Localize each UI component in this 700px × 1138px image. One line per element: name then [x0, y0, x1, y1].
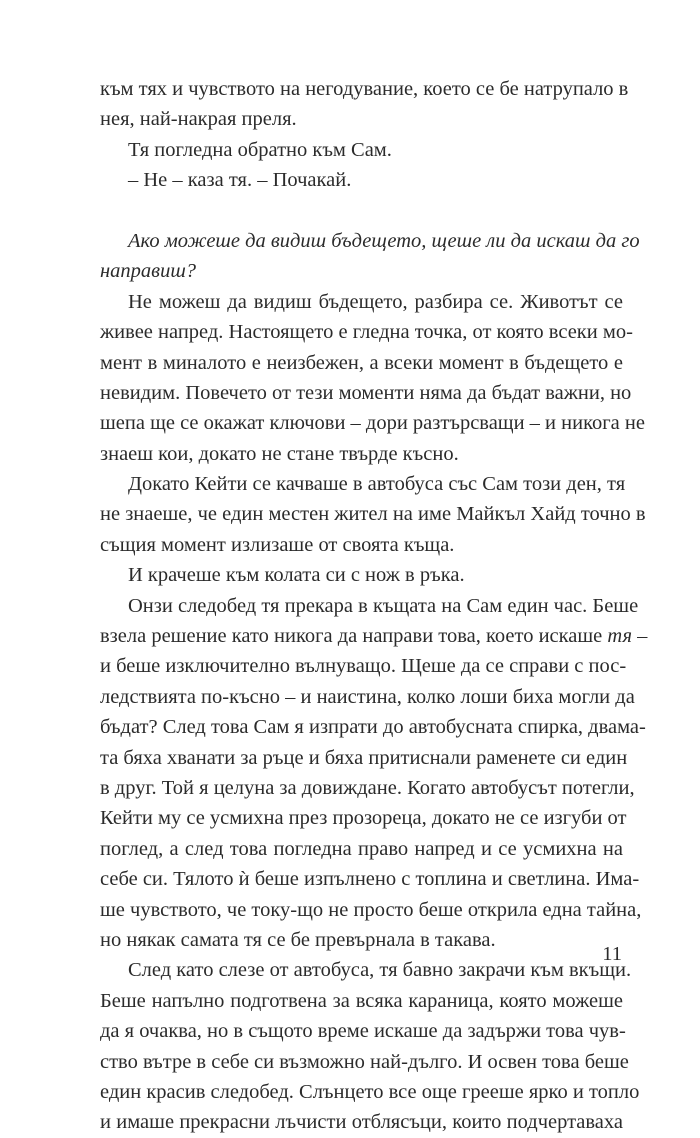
text-line: и беше изключително вълнуващо. Щеше да се справи с пос- [100, 655, 627, 678]
section-break [100, 196, 623, 226]
text-line: След като слезе от автобуса, тя бавно закрачи към вкъщи. [128, 959, 632, 982]
text-segment: взела решение като никога да направи това, което искаше [100, 625, 608, 648]
text-line: и имаше прекрасни лъчисти отблясъци, които подчертаваха [100, 1111, 623, 1134]
text-line: към тях и чувството на негодувание, което се бе натрупало в [100, 78, 629, 100]
text-line: себе си. Тялото ѝ беше изпълнено с топлина и светлина. Има- [100, 868, 640, 891]
text-line: мент в миналото е неизбежен, а всеки момент в бъдещето е [100, 351, 623, 374]
book-page-text [100, 74, 648, 1138]
dialogue-line: – Не – каза тя. – Почакай. [128, 169, 352, 192]
text-line: шепа ще се окажат ключови – дори разтърсващи – и никога не [100, 412, 645, 435]
italic-question-line: Ако можеше да видиш бъдещето, щеше ли да искаш да го [128, 229, 640, 252]
text-line: ледствията по-късно – и наистина, колко лоши биха могли да [100, 685, 635, 708]
text-line: Беше напълно подготвена за всяка караница, която можеше [100, 989, 623, 1012]
text-line: да я очаква, но в същото време искаше да задържи това чув- [100, 1020, 626, 1043]
text-line: Не можеш да видиш бъдещето, разбира се. Животът се [128, 290, 623, 313]
text-line: ство вътре в себе си възможно най-дълго. И освен това беше [100, 1050, 629, 1073]
text-line: в друг. Той я целуна за довиждане. Когато автобусът потегли, [100, 776, 635, 799]
text-line: не знаеше, че един местен жител на име Майкъл Хайд точно в [100, 503, 646, 526]
text-line: Онзи следобед тя прекара в къщата на Сам един час. Беше [128, 594, 639, 617]
page-number: 11 [602, 943, 622, 965]
text-line: та бяха хванати за ръце и бяха притиснали раменете си един [100, 746, 628, 769]
text-line: но някак самата тя се бе превърнала в такава. [100, 928, 496, 951]
text-line: знаеш кои, докато не стане твърде късно. [100, 442, 459, 465]
text-line: Тя погледна обратно към Сам. [128, 138, 392, 161]
text-line: невидим. Повечето от тези моменти няма да бъдат важни, но [100, 381, 632, 404]
text-line: бъдат? След това Сам я изпрати до автобусната спирка, двама- [100, 716, 646, 739]
text-line-with-emphasis [100, 621, 648, 651]
emphasized-word: тя [607, 625, 632, 648]
text-line: същия момент излизаше от своята къща. [100, 533, 455, 556]
text-segment: – [632, 625, 648, 648]
text-line: живее напред. Настоящето е гледна точка, от която всеки мо- [100, 321, 633, 344]
text-line: Кейти му се усмихна през прозореца, докато не се изгуби от [100, 807, 627, 830]
text-line: един красив следобед. Слънцето все още грееше ярко и топло [100, 1080, 640, 1103]
text-line: ше чувството, че току-що не просто беше открила една тайна, [100, 898, 642, 921]
text-line: поглед, а след това погледна право напред и се усмихна на [100, 837, 623, 860]
text-line: Докато Кейти се качваше в автобуса със Сам този ден, тя [128, 473, 626, 496]
text-line: нея, най-накрая преля. [100, 108, 297, 131]
text-line: И крачеше към колата си с нож в ръка. [128, 564, 465, 587]
italic-question-line: направиш? [100, 260, 197, 283]
